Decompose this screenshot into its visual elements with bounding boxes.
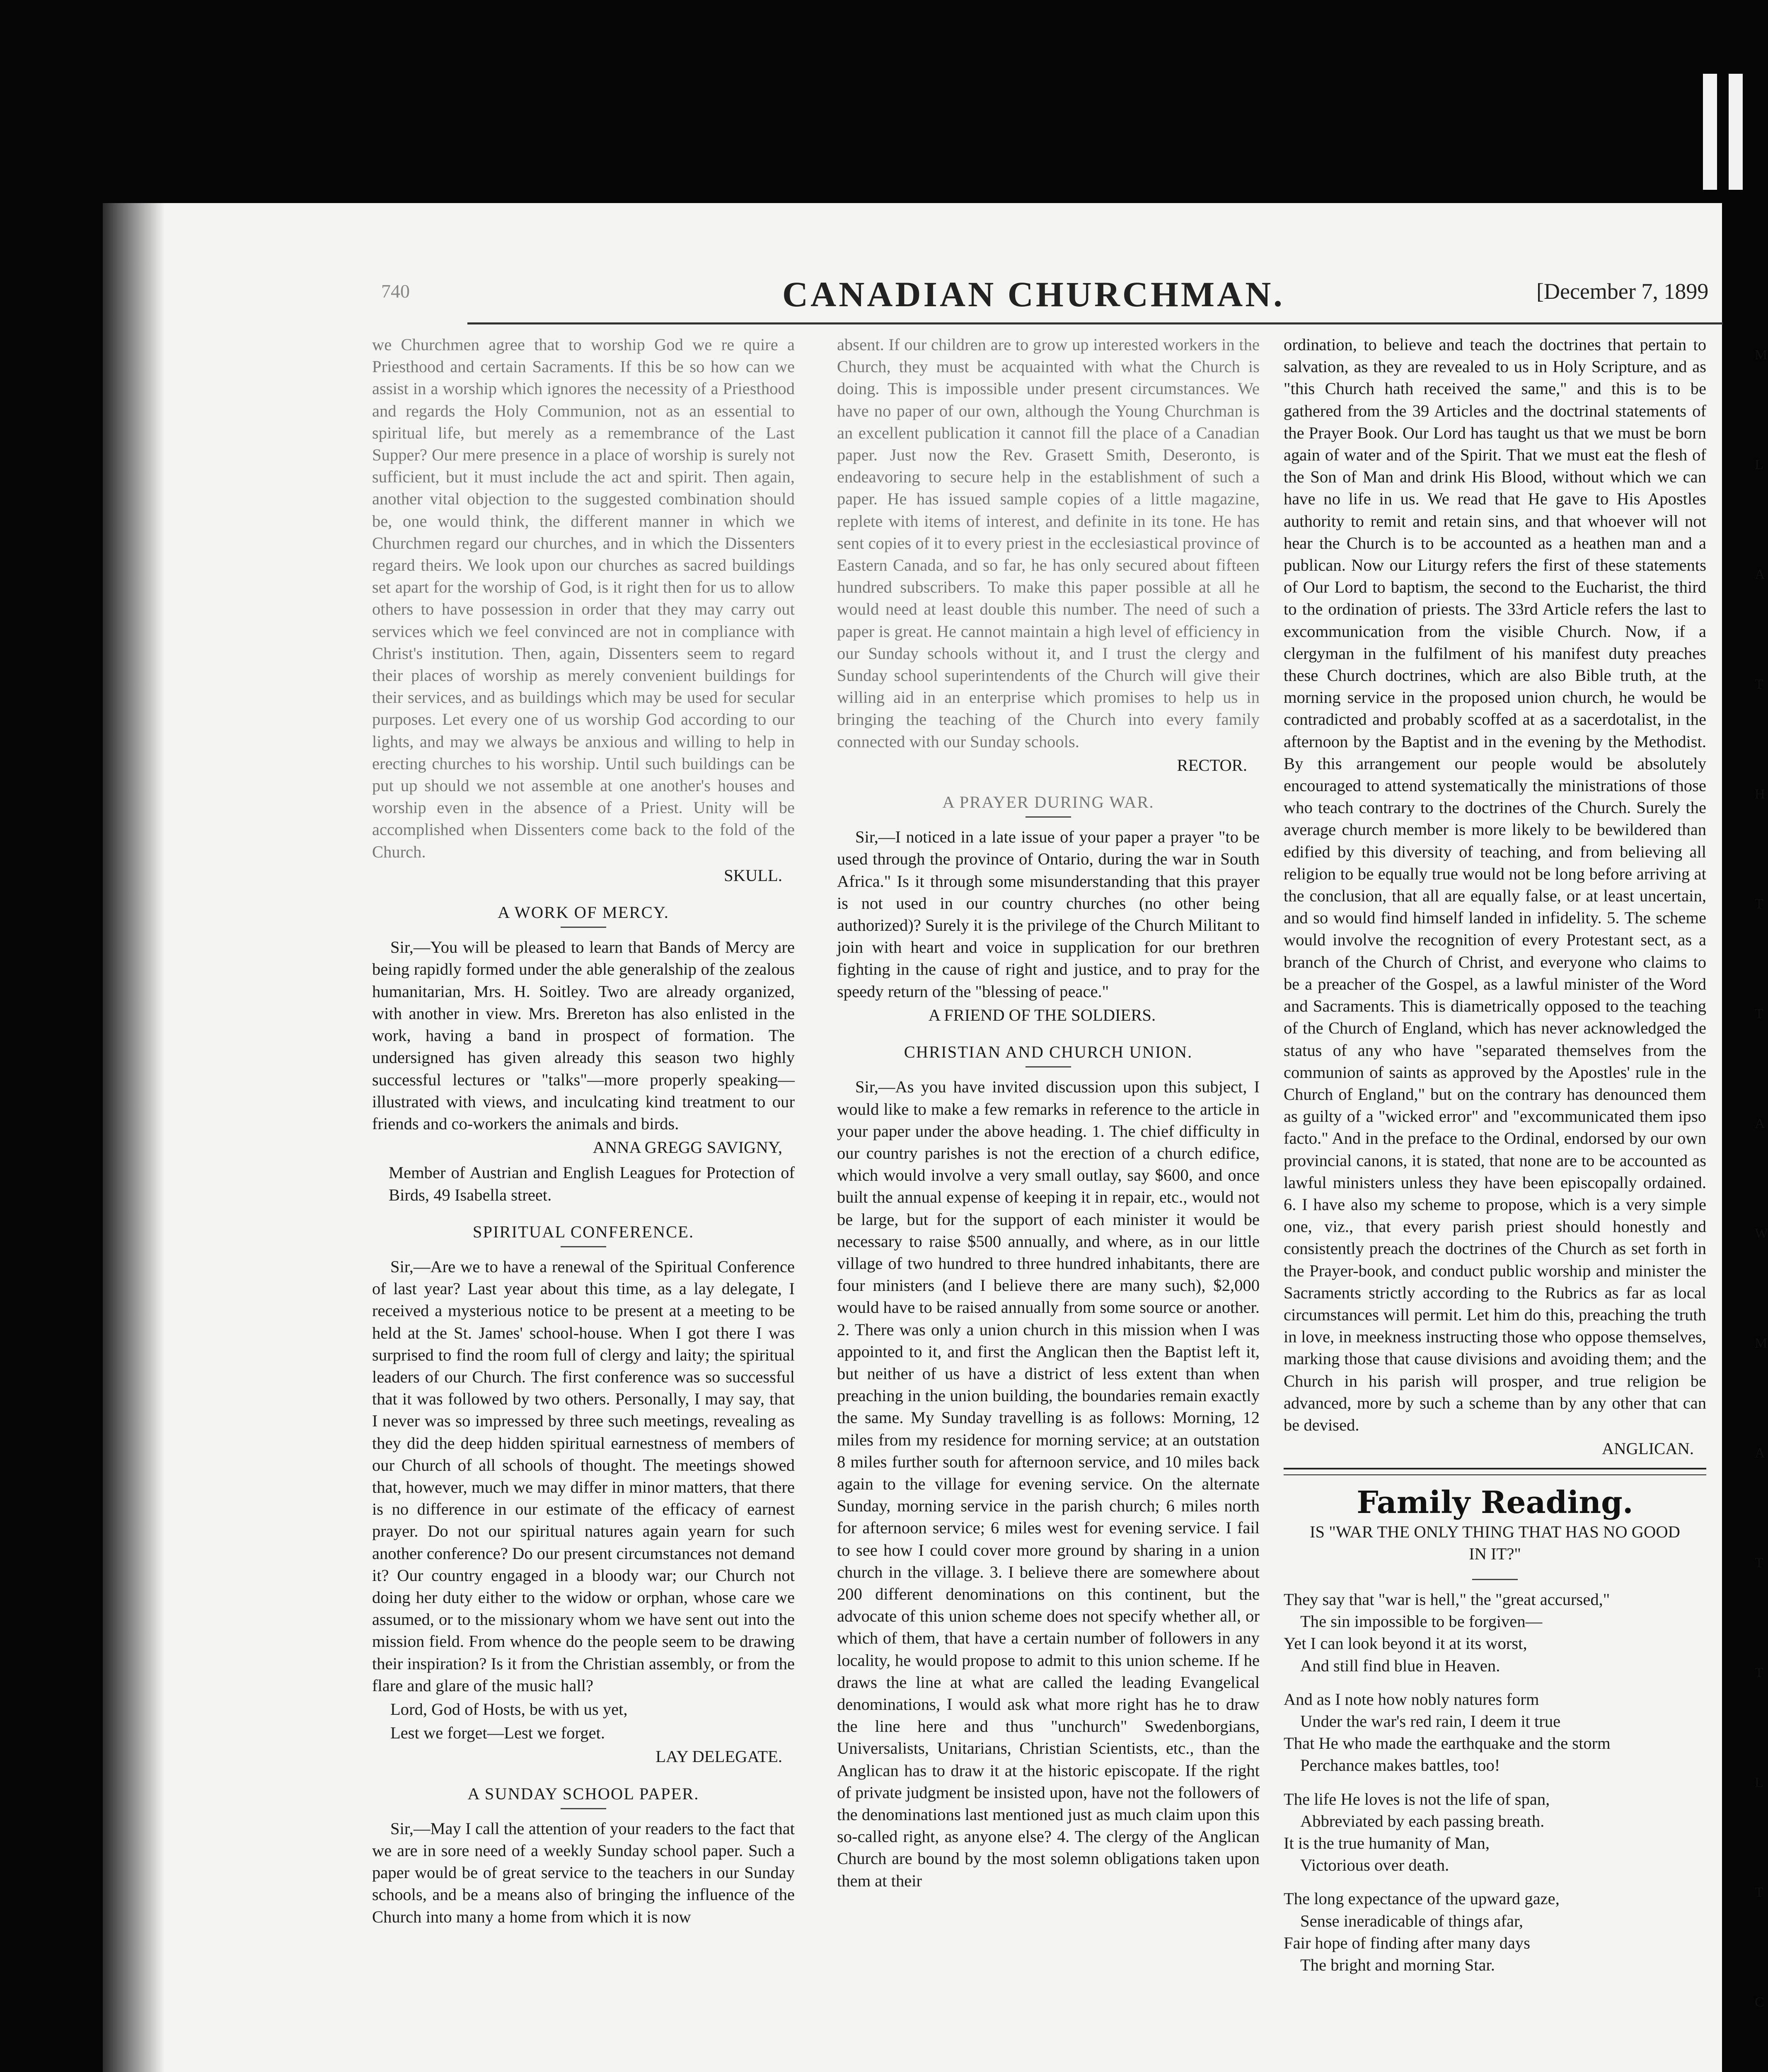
poem-line: Fair hope of finding after many days (1284, 1933, 1530, 1952)
poem-stanza (1284, 1588, 1706, 1677)
poem-line: That He who made the earthquake and the storm (1284, 1734, 1611, 1753)
poem-line: Abbreviated by each passing breath. (1300, 1811, 1545, 1830)
margin-letter: T (1755, 1885, 1763, 1900)
poem-line: The bright and morning Star. (1300, 1956, 1495, 1975)
poem-line: It is the true humanity of Man, (1284, 1834, 1490, 1852)
poem (1284, 1588, 1706, 1976)
poem-line: Perchance makes battles, too! (1300, 1756, 1500, 1775)
heading-rule (561, 1246, 606, 1247)
family-reading-heading: Family Reading. (1357, 1485, 1633, 1521)
poem-line: They say that "war is hell," the "great accursed," (1284, 1590, 1610, 1609)
margin-letter: T (1755, 1665, 1763, 1680)
section-heading: A SUNDAY SCHOOL PAPER. (467, 1784, 699, 1803)
adjacent-page-margin (1755, 347, 1768, 2072)
section-heading: A PRAYER DURING WAR. (942, 793, 1154, 812)
poem-title: IS "WAR THE ONLY THING THAT HAS NO GOOD IN IT?" (1310, 1522, 1680, 1563)
heading-rule (561, 927, 606, 928)
film-edge-mark (1729, 74, 1743, 190)
margin-letter: L (1755, 457, 1763, 472)
poem-line: The life He loves is not the life of span, (1284, 1789, 1550, 1808)
letter-signature: RECTOR. (1177, 755, 1247, 775)
letter-paragraph: Sir,—May I call the attention of your readers to the fact that we are in sore need of a weekly Sunday school paper. Such a paper would be of great service to the teachers in our Sunday schools, and be a means also of bringing the influence of the Church into many a home from which it is now (372, 1819, 795, 1926)
poem-line: Yet I can look beyond it at its worst, (1284, 1634, 1527, 1653)
poem-stanza (1284, 1788, 1706, 1876)
letter-signature: ANGLICAN. (1601, 1439, 1694, 1458)
heading-rule (561, 1808, 606, 1809)
verse-line: Lord, God of Hosts, be with us yet, (390, 1699, 628, 1719)
margin-letter: A (1755, 567, 1765, 582)
film-edge-mark (1703, 74, 1717, 190)
section-divider (1284, 1468, 1706, 1475)
poem-line: Victorious over death. (1300, 1856, 1449, 1875)
section-heading: CHRISTIAN AND CHURCH UNION. (904, 1043, 1193, 1062)
margin-letter: L (1755, 1775, 1763, 1790)
letter-signature: LAY DELEGATE. (655, 1747, 782, 1766)
section-heading: A WORK OF MERCY. (498, 903, 669, 922)
poem-line: The sin impossible to be forgiven— (1300, 1612, 1543, 1631)
letter-signature: A FRIEND OF THE SOLDIERS. (928, 1005, 1156, 1024)
poem-line: And still find blue in Heaven. (1300, 1656, 1500, 1675)
margin-letter: A (1755, 1445, 1765, 1461)
margin-letter: W (1755, 1226, 1768, 1241)
header-rule (467, 322, 1723, 324)
poem-line: Under the war's red rain, I deem it true (1300, 1711, 1561, 1731)
poem-stanza (1284, 1688, 1706, 1777)
letter-signature: ANNA GREGG SAVIGNY, (593, 1138, 782, 1157)
letter-paragraph: Sir,—You will be pleased to learn that Bands of Mercy are being rapidly formed under the able generalship of the zealous humanitarian, Mrs. H. Soitley. Two are already organized, with another in view. Mrs. Brereton has also enlisted in the work, having a band in prospect of formation. The undersigned has given already this season two highly successful lectures or "talks"—more properly speaking—illustrated with views, and inculcating kind treatment to our friends and co-workers the animals and birds. (372, 938, 795, 1133)
margin-letter: A (1755, 1116, 1765, 1131)
letter-paragraph: we Churchmen agree that to worship God we re quire a Priesthood and certain Sacraments. If this be so how can we assist in a worship which ignores the necessity of a Priesthood and regards the Holy Communion, not as an essential to spiritual life, but merely as a remembrance of the Last Supper? Our mere presence in a place of worship is surely not sufficient, but it must include the act and spirit. Then again, another vital objection to the suggested combination should be, one would think, the different manner in which we Churchmen regard our churches, and in which the Dissenters regard theirs. We look upon our churches as sacred buildings set apart for the worship of God, is it right then for us to allow others to have possession in order that they may carry out services which we feel convinced are not in compliance with Christ's institution. Then, again, Dissenters seem to regard their places of worship as merely convenient buildings for their services, and as buildings which may be used for secular purposes. Let every one of us worship God according to our lights, and may we always be anxious and willing to help in erecting churches to his worship. Until such buildings can be put up should we not assemble at one another's houses and worship even in the absence of a Priest. Unity will be accomplished when Dissenters come back to the fold of the Church. (372, 335, 795, 861)
margin-letter: T (1755, 896, 1763, 912)
section-heading: SPIRITUAL CONFERENCE. (472, 1222, 694, 1241)
column-1 (372, 334, 795, 1929)
poem-line: The long expectance of the upward gaze, (1284, 1889, 1560, 1908)
margin-letter: H (1755, 787, 1765, 802)
letter-skull (372, 334, 795, 863)
masthead-title: CANADIAN CHURCHMAN. (782, 274, 1285, 314)
heading-rule (1025, 1066, 1071, 1067)
letter-paragraph: Sir,—Are we to have a renewal of the Spiritual Conference of last year? Last year about this time, as a lay delegate, I received a mysterious notice to be present at a meeting to be held at the St. James' school-house. When I got there I was surprised to find the room full of clergy and laity; the spiritual leaders of our Church. The first conference was so successful that it was followed by two others. Personally, I may say, that I never was so impressed by three such meetings, revealing as they did the deep hidden spiritual earnestness of members of our Church of all schools of thought. The meetings showed that, however, much we may differ in minor matters, that there is no difference in our estimate of the efficacy of earnest prayer. Do not our spiritual natures again yearn for such another conference? Do our present circumstances not demand it? Our country engaged in a bloody war; our Church not doing her duty either to the widow or orphan, whose care we assumed, or to the missionary whom we have sent out into the mission field. From whence do the people seem to be drawing their inspiration? Is it from the Christian assembly, or from the flare and glare of the music hall? (372, 1257, 795, 1695)
letter-paragraph: absent. If our children are to grow up interested workers in the Church, they must be acquainted with what the Church is doing. This is impossible under present circumstances. We have no paper of our own, although the Young Churchman is an excellent publication it cannot fill the place of a Canadian paper. Just now the Rev. Grasett Smith, Deseronto, is endeavoring to secure help in the establishment of such a paper. He has issued sample copies of a little magazine, replete with items of interest, and definite in its tone. He has sent copies of it to every priest in the ecclesiastical province of Eastern Canada, and so far, he has only secured about fifteen hundred subscribers. To make this paper possible at all he would need at least double this number. The need of such a paper is great. He cannot maintain a high level of efficiency in our Sunday schools without it, and I trust the clergy and Sunday school superintendents of the Church will give their willing aid in an enterprise which promises to help us in bringing the teaching of the Church into every family connected with our Sunday schools. (837, 335, 1260, 751)
poem-line: And as I note how nobly natures form (1284, 1690, 1539, 1709)
margin-letter: T (1755, 677, 1763, 692)
margin-letter: T (1755, 1555, 1763, 1571)
margin-letter: T (1755, 1006, 1763, 1021)
heading-rule (1472, 1579, 1518, 1580)
letter-continuation (837, 334, 1260, 753)
margin-letter: M (1755, 347, 1768, 363)
margin-letter: C (1755, 1995, 1764, 2010)
letter-paragraph: Sir,—As you have invited discussion upon this subject, I would like to make a few remarks in reference to the article in your paper under the above heading. 1. The chief difficulty in our country parishes is not the erection of a church edifice, which would involve a very small outlay, say $600, and once built the annual expense of keeping it in repair, etc., would not be large, but for the support of each minister it would be necessary to raise $500 annually, and where, as in our little village of two hundred to three hundred inhabitants, there are four ministers (and I believe there are many such), $2,000 would have to be raised annually from some source or another. 2. There was only a union church in this mission when I was appointed to it, and first the Anglican then the Baptist left it, but neither of us have a district of less extent than when preaching in the union building, the boundaries remain exactly the same. My Sunday travelling is as follows: Morning, 12 miles from my residence for morning service; at an outstation 8 miles further south for afternoon service, and 10 miles back again to the village for evening service. On the alternate Sunday, morning service in the parish church; 6 miles north for afternoon service; 6 miles west for evening service. I fail to see how I could cover more ground by sharing in a union church in the village. 3. I believe there are somewhere about 200 different denominations on this continent, but the advocate of this union scheme does not specify whether all, or which of them, that have a certain number of followers in any locality, he would propose to admit to this union scheme. If he draws the line at what are called the leading Evangelical denominations, I would ask what more right has he to draw the line here and thus "unchurch" Swedenborgians, Universalists, Unitarians, Christian Scientists, etc., than the Anglican has to draw it at the historic episcopate. If the right of private judgment be insisted upon, have not the followers of the denominations last mentioned just as much claim upon this so-called right, as anyone else? 4. The clergy of the Anglican Church are bound by the most solemn obligations taken upon them at their (837, 1077, 1260, 1890)
column-2 (837, 334, 1260, 1893)
letter-signature-detail: Member of Austrian and English Leagues for Protection of Birds, 49 Isabella street. (389, 1163, 795, 1204)
poem-stanza (1284, 1888, 1706, 1976)
issue-date: [December 7, 1899 (1536, 279, 1709, 304)
poem-line: Sense ineradicable of things afar, (1300, 1911, 1524, 1930)
letter-paragraph: Sir,—I noticed in a late issue of your paper a prayer "to be used through the province of Ontario, during the war in South Africa." Is it through some misunderstanding that this prayer is not used in our country churches (no other being authorized)? Surely it is the privilege of the Church Militant to join with heart and voice in supplication for our brethren fighting in the cause of right and justice, and to pray for the speedy return of the "blessing of peace." (837, 828, 1260, 1001)
verse-line: Lest we forget—Lest we forget. (390, 1723, 605, 1743)
margin-letter: M (1755, 1336, 1768, 1351)
letter-signature: SKULL. (724, 866, 782, 885)
page-header (103, 274, 1722, 327)
column-3 (1284, 334, 1706, 1987)
letter-paragraph: ordination, to believe and teach the doctrines that pertain to salvation, as they are revealed to us in Holy Scripture, and as "this Church hath received the same," and this is to be gathered from the 39 Articles and the doctrinal statements of the Prayer Book. Our Lord has taught us that we must be born again of water and of the Spirit. That we must eat the flesh of the Son of Man and drink His Blood, without which we can have no life in us. We read that He gave to His Apostles authority to remit and retain sins, and that whoever will not hear the Church is to be accounted as a heathen man and a publican. Now our Liturgy refers the first of these statements of Our Lord to baptism, the second to the Eucharist, the third to the ordination of priests. The 33rd Article refers the last to excommunication from the visible Church. Now, if a clergyman in the fulfilment of his manifest duty preaches these Church doctrines, which are also Bible truth, at the morning service in the proposed union church, he would be contradicted and probably scoffed at as a sacerdotalist, in the afternoon by the Baptist and in the evening by the Methodist. By this arrangement our people would be absolutely encouraged to attend systematically the ministrations of those who teach contrary to the doctrines of the Church. Surely the average church member is more likely to be bewildered than edified by this diversity of teaching, and from believing all religion to be equally true would not be long before arriving at the conclusion, that all are equally false, or at least uncertain, and so would find himself landed in infidelity. 5. The scheme would involve the recognition of every Protestant sect, as a branch of the Church of Christ, and everyone who claims to be a preacher of the Gospel, as a lawful minister of the Word and Sacraments. This is diametrically opposed to the teaching of the Church of England, which has never acknowledged the status of any who have "separated themselves from the communion of saints as approved by the Apostles' rule in the Church of England," but on the contrary has denounced them as guilty of a "wicked error" and "excommunicated them ipso facto." And in the preface to the Ordinal, endorsed by our own provincial canons, it is stated, that none are to be accounted as lawful ministers unless they have been episcopally ordained. 6. I have also my scheme to propose, which is a very simple one, viz., that every parish priest should honestly and consistently preach the doctrines of the Church as set forth in the Prayer-book, and conduct public worship and minister the Sacraments strictly according to the Rubrics as far as local circumstances will permit. Let him do this, preaching the truth in love, in meekness instructing those who oppose themselves, marking those that cause divisions and avoiding them; and the Church in his parish will prosper, and true religion be advanced, more by such a scheme than by any other that can be devised. (1284, 335, 1706, 1434)
page-number: 740 (381, 281, 410, 302)
heading-rule (1025, 816, 1071, 818)
